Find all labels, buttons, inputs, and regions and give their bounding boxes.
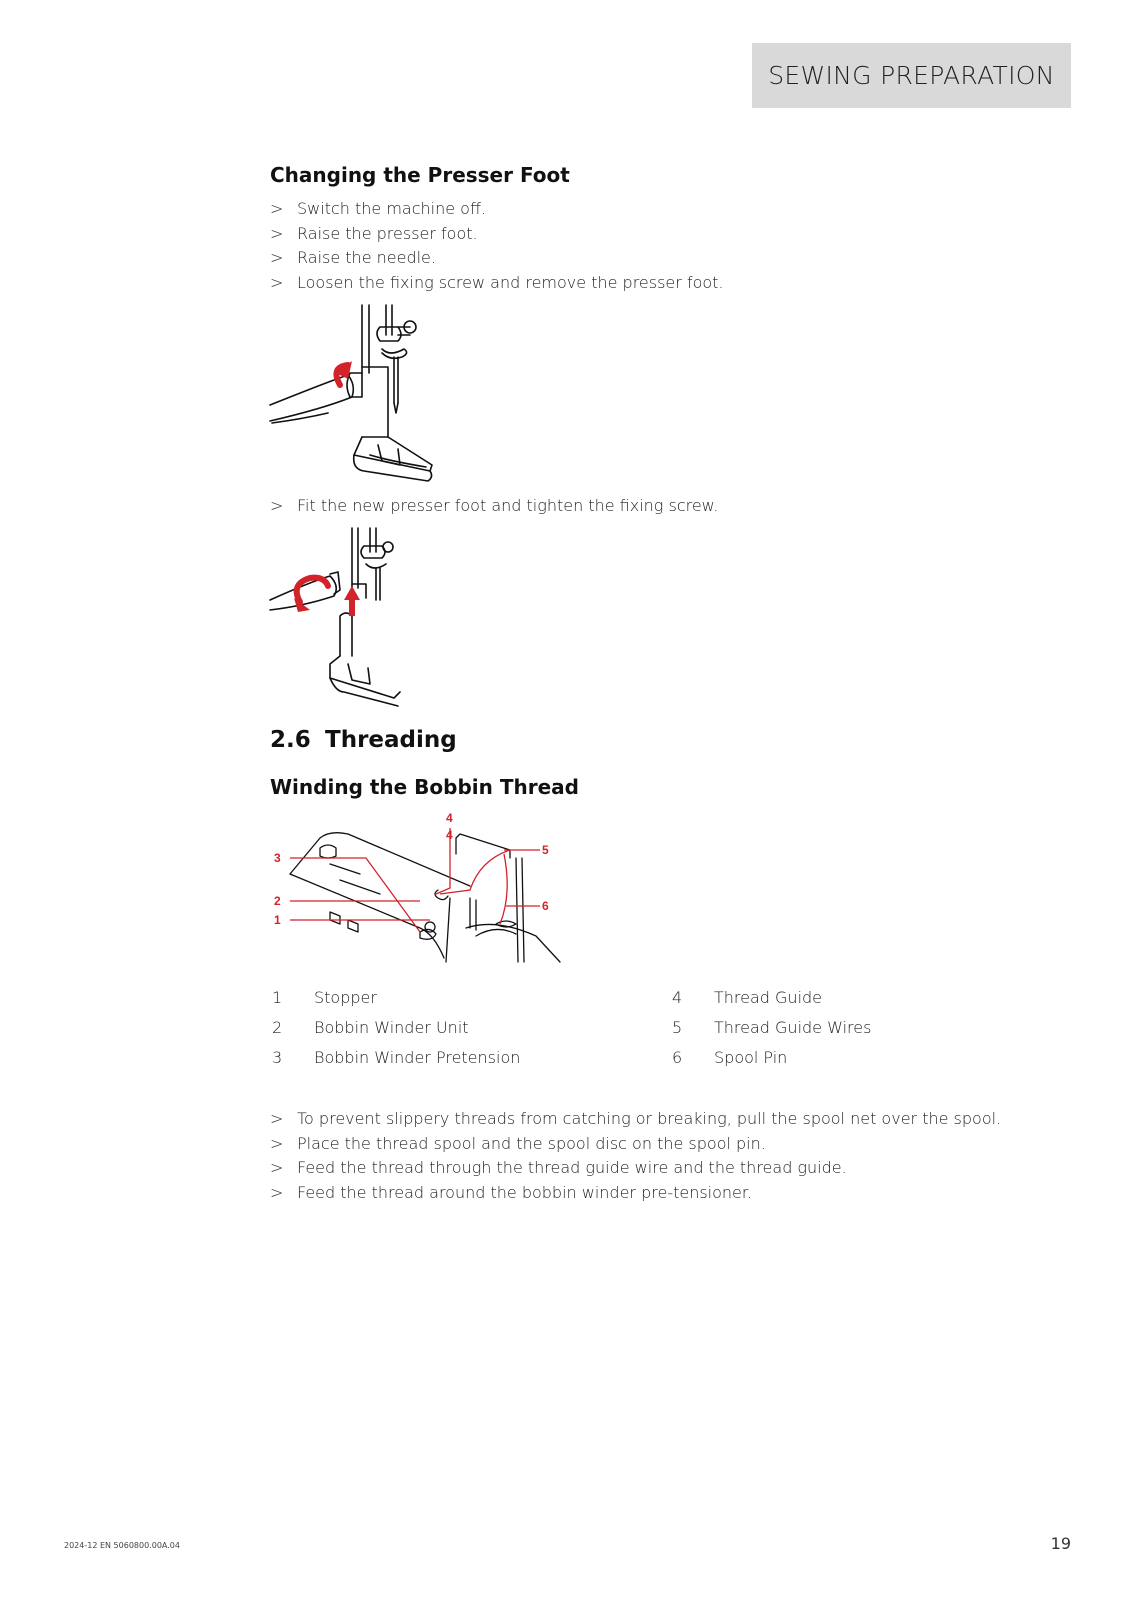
bobbin-heading: Winding the Bobbin Thread (270, 775, 579, 799)
legend-number: 6 (672, 1048, 683, 1067)
bullet-marker: > (270, 248, 284, 268)
legend-label: Thread Guide Wires (714, 1018, 872, 1037)
bullet-marker: > (270, 1183, 284, 1203)
bobbin-winding-illustration (270, 811, 560, 962)
step-item (270, 271, 724, 296)
fit-presser-foot-illustration (270, 528, 410, 706)
section-name: Threading (325, 727, 457, 753)
legend-label: Stopper (314, 988, 377, 1007)
step-text: Place the thread spool and the spool disc on the spool pin. (297, 1133, 766, 1153)
section-title: SEWING PREPARATION (768, 61, 1055, 90)
callout-5: 5 (542, 843, 549, 857)
step-text: Raise the needle. (297, 248, 436, 268)
callout-1: 1 (274, 913, 281, 927)
step-item (270, 1156, 1001, 1181)
legend-label: Bobbin Winder Unit (314, 1018, 469, 1037)
legend-label: Thread Guide (714, 988, 823, 1007)
callout-6: 6 (542, 899, 549, 913)
bullet-marker: > (270, 1109, 284, 1128)
step-item (270, 1181, 1001, 1206)
bullet-marker: > (270, 1158, 284, 1178)
step-item (270, 222, 724, 247)
step-text: Feed the thread around the bobbin winder pre-tensioner. (297, 1183, 753, 1203)
step-item (270, 246, 724, 271)
step-text: Raise the presser foot. (297, 223, 478, 243)
callout-4: 4 (446, 811, 453, 825)
bullet-marker: > (270, 496, 284, 515)
step-text: Loosen the fixing screw and remove the presser foot. (297, 273, 724, 293)
step-item (270, 197, 724, 222)
presser-foot-steps (270, 197, 724, 296)
callout-2: 2 (274, 894, 281, 908)
legend-item (672, 1048, 787, 1067)
step-item (270, 1107, 1001, 1132)
callout-3: 3 (274, 851, 281, 865)
bullet-marker: > (270, 1133, 284, 1153)
bullet-marker: > (270, 223, 284, 243)
legend-number: 2 (272, 1018, 283, 1037)
step-text: Switch the machine off. (297, 199, 487, 218)
legend-number: 1 (272, 988, 283, 1007)
bobbin-steps (270, 1107, 1001, 1206)
legend-label: Spool Pin (714, 1048, 788, 1067)
bullet-marker: > (270, 273, 284, 293)
legend-number: 4 (672, 988, 683, 1007)
presser-foot-heading: Changing the Presser Foot (270, 163, 570, 187)
legend-item (272, 1048, 520, 1067)
step-text: Feed the thread through the thread guide wire and the thread guide. (297, 1158, 847, 1178)
section-header (752, 43, 1071, 108)
legend-item (672, 988, 822, 1007)
page-number: 19 (1050, 1534, 1071, 1553)
threading-heading (270, 727, 457, 753)
legend-item (672, 1018, 871, 1037)
legend-label: Bobbin Winder Pretension (314, 1048, 521, 1067)
step-text: Fit the new presser foot and tighten the fixing screw. (297, 496, 719, 515)
document-code: 2024-12 EN 5060800.00A.04 (64, 1541, 180, 1550)
step-item (270, 1132, 1001, 1157)
fit-foot-step (270, 494, 718, 519)
bullet-marker: > (270, 199, 284, 218)
callout-4-text: 4 (446, 828, 453, 842)
legend-item (272, 988, 377, 1007)
step-item (270, 494, 718, 519)
legend-number: 5 (672, 1018, 683, 1037)
remove-presser-foot-illustration (270, 305, 440, 485)
callout-4-label (446, 826, 460, 842)
step-text: To prevent slippery threads from catching or breaking, pull the spool net over the spool. (297, 1109, 1002, 1128)
section-number: 2.6 (270, 727, 311, 753)
legend-item (272, 1018, 469, 1037)
legend-number: 3 (272, 1048, 283, 1067)
